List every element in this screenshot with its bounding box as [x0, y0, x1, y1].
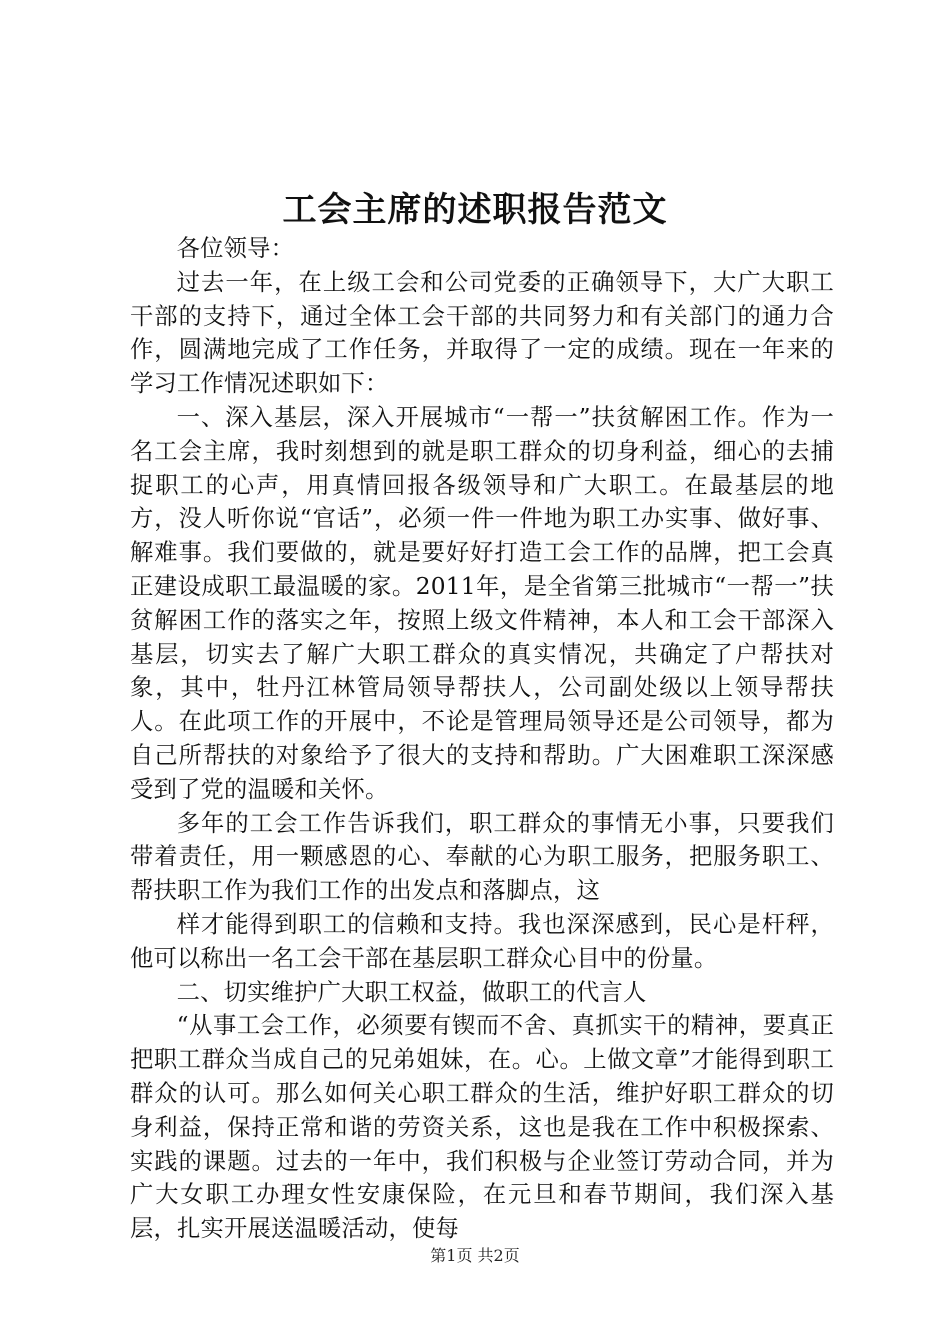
document-title: 工会主席的述职报告范文: [282, 190, 668, 230]
page-footer: 第1页 共2页: [430, 1246, 520, 1265]
section-two-paragraph: “从事工会工作，必须要有锲而不舍、真抓实干的精神，要真正把职工群众当成自己的兄弟姐妹，在。心。上做文章”才能得到职工群众的认可。那么如何关心职工群众的生活，维护好职工群众的切身利益，保持正常和谐的劳资关系，这也是我在工作中积极探索、实践的课题。过去的一年中，我们积极与企业签订劳动合同，并为广大女职工办理女性安康保险，在元旦和春节期间，我们深入基层，扎实开展送温暖活动，使每: [130, 1012, 834, 1243]
intro-paragraph: 过去一年，在上级工会和公司党委的正确领导下，大广大职工干部的支持下，通过全体工会干部的共同努力和有关部门的通力合作，圆满地完成了工作任务，并取得了一定的成绩。现在一年来的学习工作情况述职如下：: [130, 268, 834, 398]
reflection-paragraph: 多年的工会工作告诉我们，职工群众的事情无小事，只要我们带着责任，用一颗感恩的心、奉献的心为职工服务，把服务职工、帮扶职工作为我们工作的出发点和落脚点，这: [130, 809, 834, 905]
section-two-heading: 二、切实维护广大职工权益，做职工的代言人: [176, 978, 647, 1006]
document-body: [130, 232, 834, 1246]
section-one-paragraph: 一、深入基层，深入开展城市“一帮一”扶贫解困工作。作为一名工会主席，我时刻想到的就是职工群众的切身利益，细心的去捕捉职工的心声，用真情回报各级领导和广大职工。在最基层的地方，没人听你说“官话”，必须一件一件地为职工办实事、做好事、解难事。我们要做的，就是要好好打造工会工作的品牌，把工会真正建设成职工最温暖的家。2011年，是全省第三批城市“一帮一”扶贫解困工作的落实之年，按照上级文件精神，本人和工会干部深入基层，切实去了解广大职工群众的真实情况，共确定了户帮扶对象，其中，牡丹江林管局领导帮扶人，公司副处级以上领导帮扶人。在此项工作的开展中，不论是管理局领导还是公司领导，都为自己所帮扶的对象给予了很大的支持和帮助。广大困难职工深深感受到了党的温暖和关怀。: [130, 403, 834, 803]
salutation-paragraph: 各位领导：: [176, 235, 295, 262]
reflection-continued-paragraph: 样才能得到职工的信赖和支持。我也深深感到，民心是杆秤，他可以称出一名工会干部在基层职工群众心目中的份量。: [130, 910, 834, 972]
